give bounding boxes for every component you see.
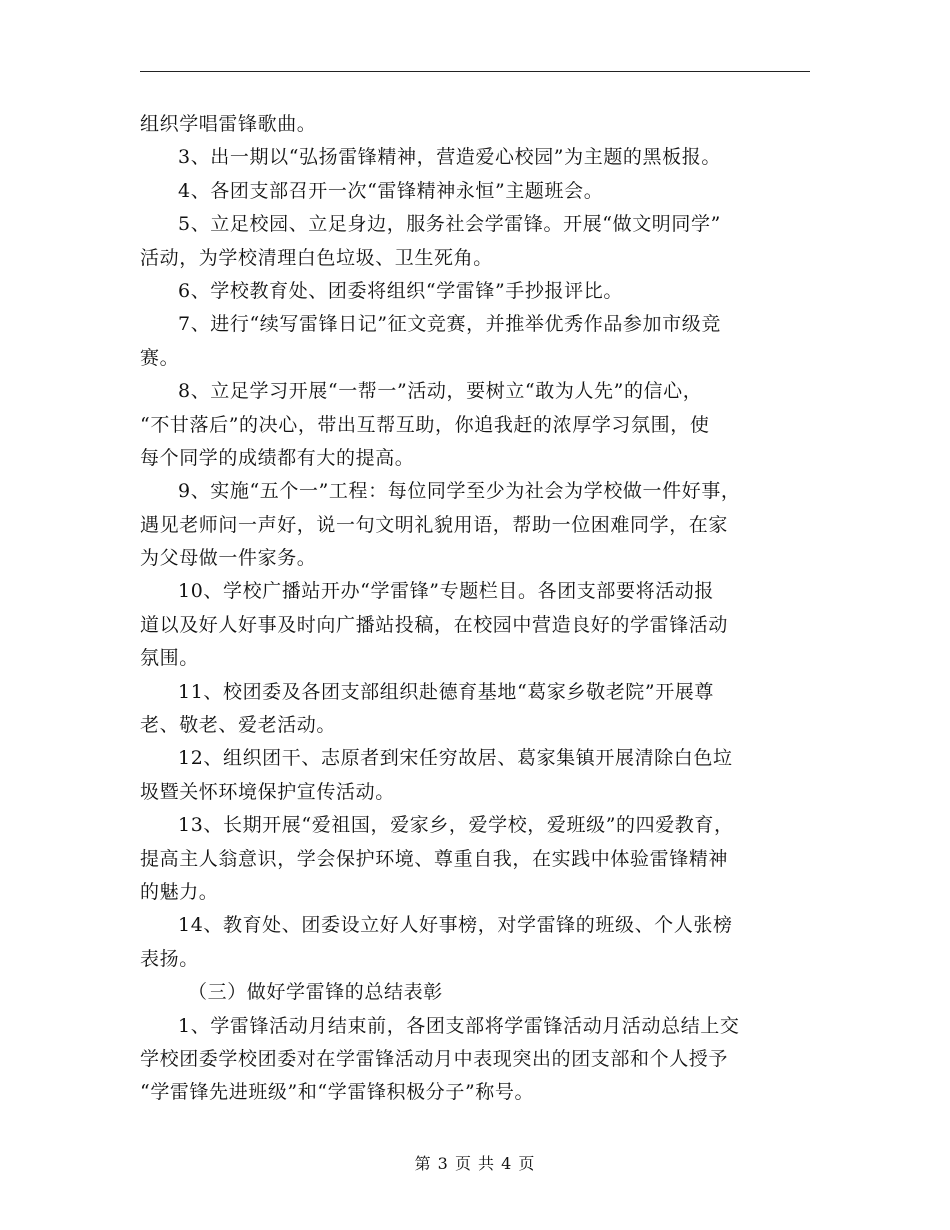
text-line: 9、实施“五个一”工程：每位同学至少为社会为学校做一件好事， — [178, 480, 741, 503]
text-line: 遇见老师问一声好，说一句文明礼貌用语，帮助一位困难同学，在家 — [140, 513, 729, 536]
text-line: 活动，为学校清理白色垃圾、卫生死角。 — [140, 246, 493, 269]
text-line: 8、立足学习开展“一帮一”活动，要树立“敢为人先”的信心， — [178, 380, 703, 403]
text-line: 为父母做一件家务。 — [140, 547, 317, 570]
text-line: 组织学唱雷锋歌曲。 — [140, 113, 317, 135]
text-line: “不甘落后”的决心，带出互帮互助，你追我赶的浓厚学习氛围，使 — [140, 413, 710, 436]
text-line: 4、各团支部召开一次“雷锋精神永恒”主题班会。 — [178, 179, 604, 202]
text-line: 表扬。 — [140, 947, 199, 970]
text-line: 3、出一期以“弘扬雷锋精神，营造爱心校园”为主题的黑板报。 — [178, 146, 721, 169]
text-line: 12、组织团干、志原者到宋任穷故居、葛家集镇开展清除白色垃 — [178, 747, 733, 770]
text-line: 提高主人翁意识，学会保护环境、尊重自我，在实践中体验雷锋精神 — [140, 847, 729, 870]
text-line: 6、学校教育处、团委将组织“学雷锋”手抄报评比。 — [178, 279, 623, 302]
text-line: 的魅力。 — [140, 880, 219, 903]
page-footer: 第 3 页 共 4 页 — [414, 1154, 536, 1173]
text-line: 每个同学的成绩都有大的提高。 — [140, 446, 415, 469]
text-line: 1、学雷锋活动月结束前，各团支部将学雷锋活动月活动总结上交 — [178, 1014, 740, 1037]
text-line: 道以及好人好事及时向广播站投稿，在校园中营造良好的学雷锋活动 — [140, 613, 729, 636]
text-line: 11、校团委及各团支部组织赴德育基地“葛家乡敬老院”开展尊 — [178, 680, 715, 703]
text-line: 圾暨关怀环境保护宣传活动。 — [140, 780, 395, 803]
text-line: 7、进行“续写雷锋日记”征文竞赛，并推举优秀作品参加市级竞 — [178, 313, 721, 336]
text-line: （三）做好学雷锋的总结表彰 — [188, 981, 443, 1004]
text-line: 13、长期开展“爱祖国，爱家乡，爱学校，爱班级”的四爱教育， — [178, 814, 734, 837]
text-line: 赛。 — [140, 346, 180, 369]
text-line: 10、学校广播站开办“学雷锋”专题栏目。各团支部要将活动报 — [178, 580, 715, 603]
text-line: “学雷锋先进班级”和“学雷锋积极分子”称号。 — [140, 1081, 535, 1104]
body-text — [140, 108, 812, 1110]
text-line: 学校团委学校团委对在学雷锋活动月中表现突出的团支部和个人授予 — [140, 1047, 729, 1070]
text-line: 5、立足校园、立足身边，服务社会学雷锋。开展“做文明同学” — [178, 213, 721, 236]
text-line: 氛围。 — [140, 647, 199, 670]
text-line: 老、敬老、爱老活动。 — [140, 714, 337, 737]
header-rule — [140, 71, 810, 72]
text-line: 14、教育处、团委设立好人好事榜，对学雷锋的班级、个人张榜 — [178, 914, 733, 937]
